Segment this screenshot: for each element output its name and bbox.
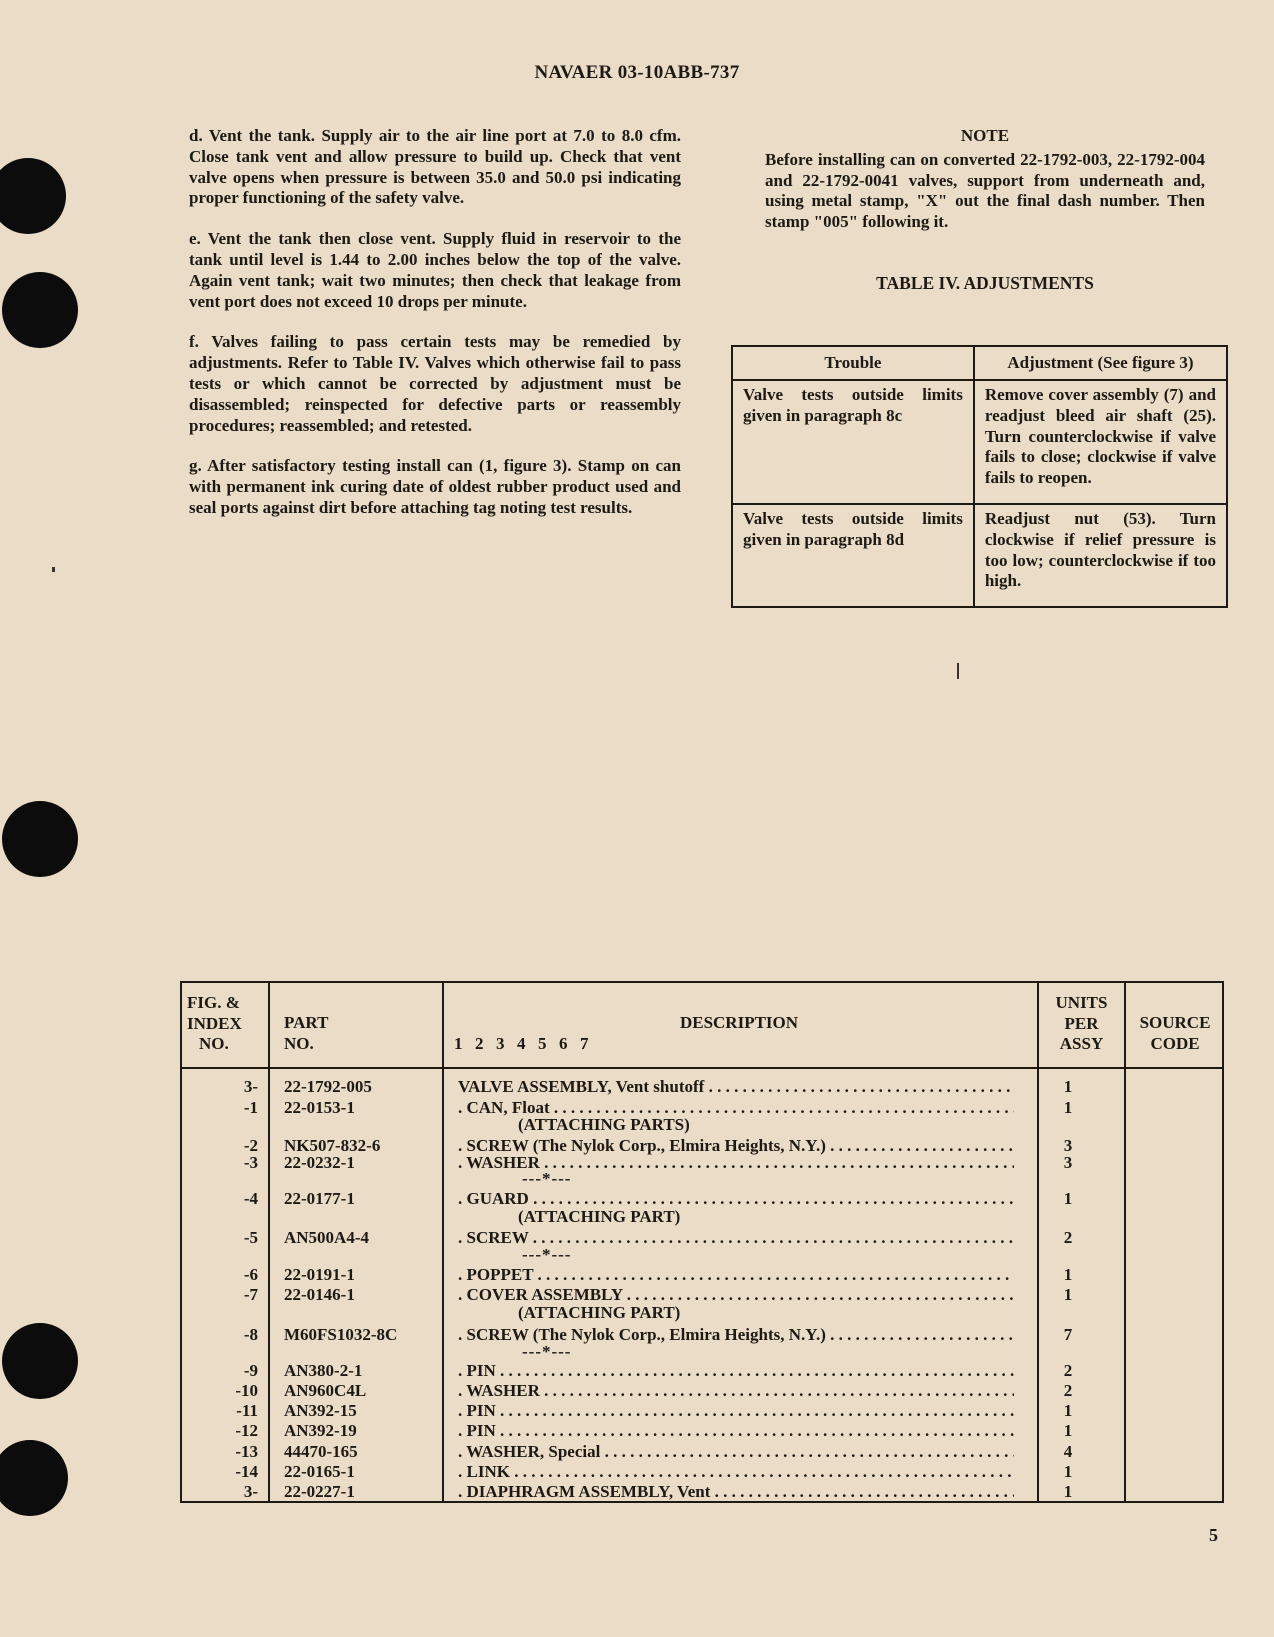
paragraph-d: d. Vent the tank. Supply air to the air line port at 7.0 to 8.0 cfm. Close tank vent and allow pressure to build up. Check that vent valve opens when pressure is between 35.0 and 50.0 psi indicating proper functioning of the safety valve. — [189, 126, 681, 208]
table-row: -7 22-0146-1 . COVER ASSEMBLY . . . 1 — [182, 1285, 1222, 1305]
right-column — [765, 126, 1205, 308]
adjustments-header-row — [732, 346, 1227, 380]
column-header-description: DESCRIPTION 1 2 3 4 5 6 7 — [454, 1013, 799, 1053]
column-header-adjustment: Adjustment (See figure 3) — [974, 346, 1227, 380]
table-row: -10 AN960C4L . WASHER . . . 2 — [182, 1381, 1222, 1401]
punch-hole — [2, 1323, 78, 1399]
paragraph-f: f. Valves failing to pass certain tests may be remedied by adjustments. Refer to Table IV. Valves which otherwise fail to pass tests or which cannot be corrected by adjustment must be disassembled; reinspected for defective parts or reassembly procedures; reassembled; and retested. — [189, 332, 681, 435]
punch-hole — [0, 158, 66, 234]
note-title: NOTE — [960, 126, 1010, 145]
table-row: 3- 22-0227-1 . DIAPHRAGM ASSEMBLY, Vent . . . 1 — [182, 1482, 1222, 1502]
attaching-parts-separator: ---*--- — [522, 1342, 572, 1361]
table-row: -2 NK507-832-6 . SCREW (The Nylok Corp., Elmira Heights, N.Y.) . . . 3 — [182, 1136, 1222, 1156]
table-row: -11 AN392-15 . PIN . . . 1 — [182, 1401, 1222, 1421]
table-row: -1 22-0153-1 . CAN, Float . . . 1 — [182, 1098, 1222, 1118]
table-row: -12 AN392-19 . PIN . . . 1 — [182, 1421, 1222, 1441]
table-row: -8 M60FS1032-8C . SCREW (The Nylok Corp., Elmira Heights, N.Y.) . . . 7 — [182, 1325, 1222, 1345]
punch-hole — [2, 272, 78, 348]
table-row: -3 22-0232-1 . WASHER . . . 3 — [182, 1153, 1222, 1173]
trouble-cell: Valve tests outside limits given in paragraph 8c — [732, 380, 974, 504]
attaching-parts-label: (ATTACHING PART) — [518, 1303, 681, 1322]
paper-speck — [957, 663, 959, 679]
column-header-units: UNITS PER ASSY — [1055, 993, 1108, 1053]
attaching-parts-label: (ATTACHING PART) — [518, 1207, 681, 1226]
left-column — [189, 126, 681, 539]
parts-list-table — [180, 981, 1224, 1503]
paragraph-e: e. Vent the tank then close vent. Supply fluid in reservoir to the tank until level is 1.44 to 2.00 inches below the top of the valve. Again vent tank; wait two minutes; then check that leakage from vent port does not exceed 10 drops per minute. — [189, 229, 681, 311]
column-header-index: FIG. & INDEX NO. — [187, 993, 242, 1053]
table-row: -4 22-0177-1 . GUARD . . . 1 — [182, 1189, 1222, 1209]
attaching-parts-separator: ---*--- — [522, 1169, 572, 1188]
table-row: -5 AN500A4-4 . SCREW . . . 2 — [182, 1228, 1222, 1248]
attaching-parts-separator: ---*--- — [522, 1245, 572, 1264]
table-row: -9 AN380-2-1 . PIN . . . 2 — [182, 1361, 1222, 1381]
header-divider — [182, 1067, 1222, 1069]
adjustment-cell: Readjust nut (53). Turn clockwise if relief pressure is too low; counterclockwise if too high. — [974, 504, 1227, 607]
trouble-cell: Valve tests outside limits given in paragraph 8d — [732, 504, 974, 607]
adjustments-table-title: TABLE IV. ADJUSTMENTS — [876, 272, 1094, 293]
document-header: NAVAER 03-10ABB-737 — [534, 62, 740, 83]
attaching-parts-label: (ATTACHING PARTS) — [518, 1115, 690, 1134]
table-row: -14 22-0165-1 . LINK . . . 1 — [182, 1462, 1222, 1482]
table-row: -6 22-0191-1 . POPPET . . . 1 — [182, 1265, 1222, 1285]
paper-speck — [52, 567, 55, 572]
column-header-trouble: Trouble — [732, 346, 974, 380]
adjustments-table — [731, 345, 1228, 608]
column-header-part: PART NO. — [284, 1013, 329, 1053]
table-row: 3- 22-1792-005 VALVE ASSEMBLY, Vent shutoff . . . 1 — [182, 1077, 1222, 1097]
table-row: -13 44470-165 . WASHER, Special . . . 4 — [182, 1442, 1222, 1462]
page-number: 5 — [1209, 1525, 1218, 1545]
note-body: Before installing can on converted 22-1792-003, 22-1792-004 and 22-1792-0041 valves, support from underneath and, using metal stamp, "X" out the final dash number. Then stamp "005" following it. — [765, 149, 1205, 232]
paragraph-g: g. After satisfactory testing install can (1, figure 3). Stamp on can with permanent ink curing date of oldest rubber product used and seal ports against dirt before attaching tag noting test results. — [189, 456, 681, 517]
adjustment-cell: Remove cover assembly (7) and readjust bleed air shaft (25). Turn counterclockwise if valve fails to close; clockwise if valve fails to reopen. — [974, 380, 1227, 504]
adjustments-row — [732, 380, 1227, 504]
column-header-source: SOURCE CODE — [1139, 1013, 1211, 1053]
adjustments-row — [732, 504, 1227, 607]
punch-hole — [0, 1440, 68, 1516]
punch-hole — [2, 801, 78, 877]
